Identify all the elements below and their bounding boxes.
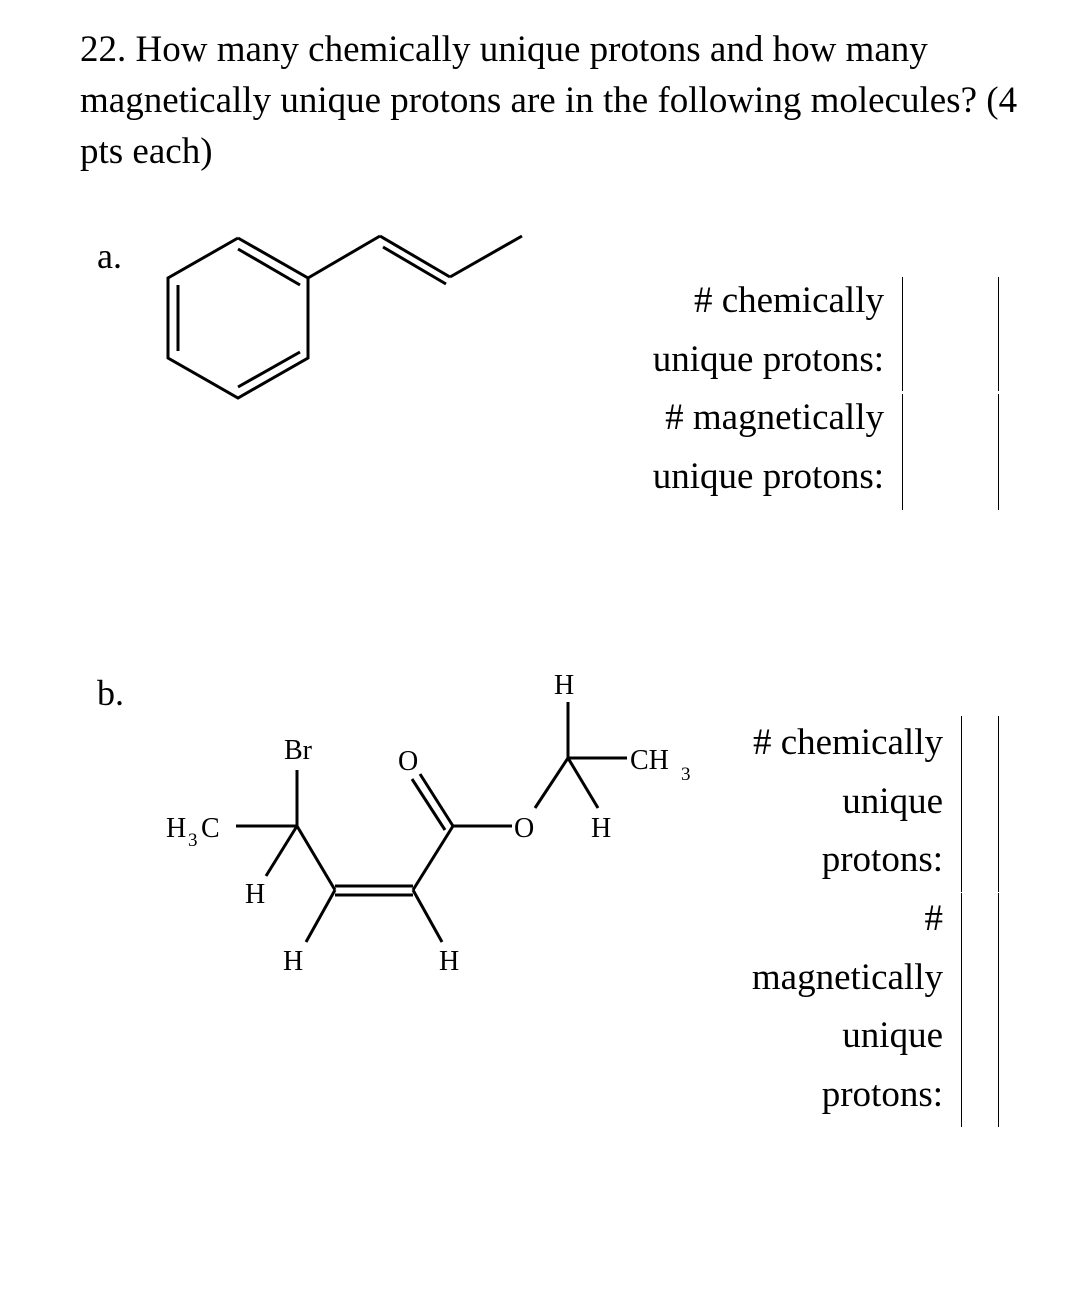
atom-h3c-h: H bbox=[166, 813, 187, 844]
bond-o-c5 bbox=[535, 758, 568, 808]
mag-prompt-b-line4: protons: bbox=[821, 1073, 943, 1115]
mag-prompt-b-line3: unique bbox=[842, 1015, 943, 1056]
bond-c1-h bbox=[266, 826, 297, 876]
question-text: 22. How many chemically unique protons and how many magnetically unique protons are in the following molecules? (4 pts each) bbox=[80, 29, 1018, 172]
chem-prompt-b-line2: unique bbox=[842, 780, 943, 822]
mag-prompt-a-line2: unique protons: bbox=[652, 455, 884, 497]
mag-prompt-a-line1: # magnetically bbox=[665, 397, 884, 438]
bond-c5-h-right bbox=[568, 758, 598, 808]
atom-h-bottom-left: H bbox=[283, 946, 304, 977]
chem-unique-prompt-b bbox=[753, 714, 943, 890]
bond-c2-h bbox=[306, 890, 335, 942]
atom-o-ester: O bbox=[514, 813, 535, 844]
atom-h-right: H bbox=[591, 813, 612, 844]
atom-h-bottom-right: H bbox=[439, 946, 460, 977]
part-b-label: b. bbox=[97, 673, 124, 713]
bond-c3-h bbox=[413, 890, 442, 942]
answer-box-b-mag-left bbox=[961, 893, 962, 1127]
atom-h-left: H bbox=[245, 879, 266, 910]
atom-h3c-subscript: 3 bbox=[188, 830, 198, 851]
chem-prompt-a-line1: # chemically bbox=[693, 280, 884, 321]
atom-br: Br bbox=[284, 735, 312, 766]
atom-ch3: CH bbox=[630, 745, 669, 776]
bond-c3-c4 bbox=[413, 826, 453, 890]
mag-unique-prompt-b bbox=[752, 890, 943, 1124]
answer-box-b-chem-right[interactable] bbox=[998, 716, 999, 892]
chem-prompt-b-line1: # chemically bbox=[752, 722, 943, 763]
bond-c1-c2 bbox=[297, 826, 335, 890]
chem-prompt-b-line3: protons: bbox=[821, 839, 943, 880]
atom-o-carbonyl: O bbox=[398, 746, 419, 777]
mag-prompt-b-line2: magnetically bbox=[751, 956, 943, 998]
answer-box-b-mag-right[interactable] bbox=[998, 893, 999, 1127]
atom-h-top: H bbox=[554, 670, 575, 701]
answer-box-b-chem-left bbox=[961, 716, 962, 892]
atom-h3c-c: C bbox=[201, 813, 220, 844]
chem-prompt-a-line2: unique protons: bbox=[652, 338, 884, 380]
part-a-label: a. bbox=[97, 236, 122, 276]
atom-ch3-subscript: 3 bbox=[681, 764, 691, 785]
atom-labels bbox=[166, 670, 691, 977]
mag-prompt-b-line1: # bbox=[924, 898, 943, 939]
